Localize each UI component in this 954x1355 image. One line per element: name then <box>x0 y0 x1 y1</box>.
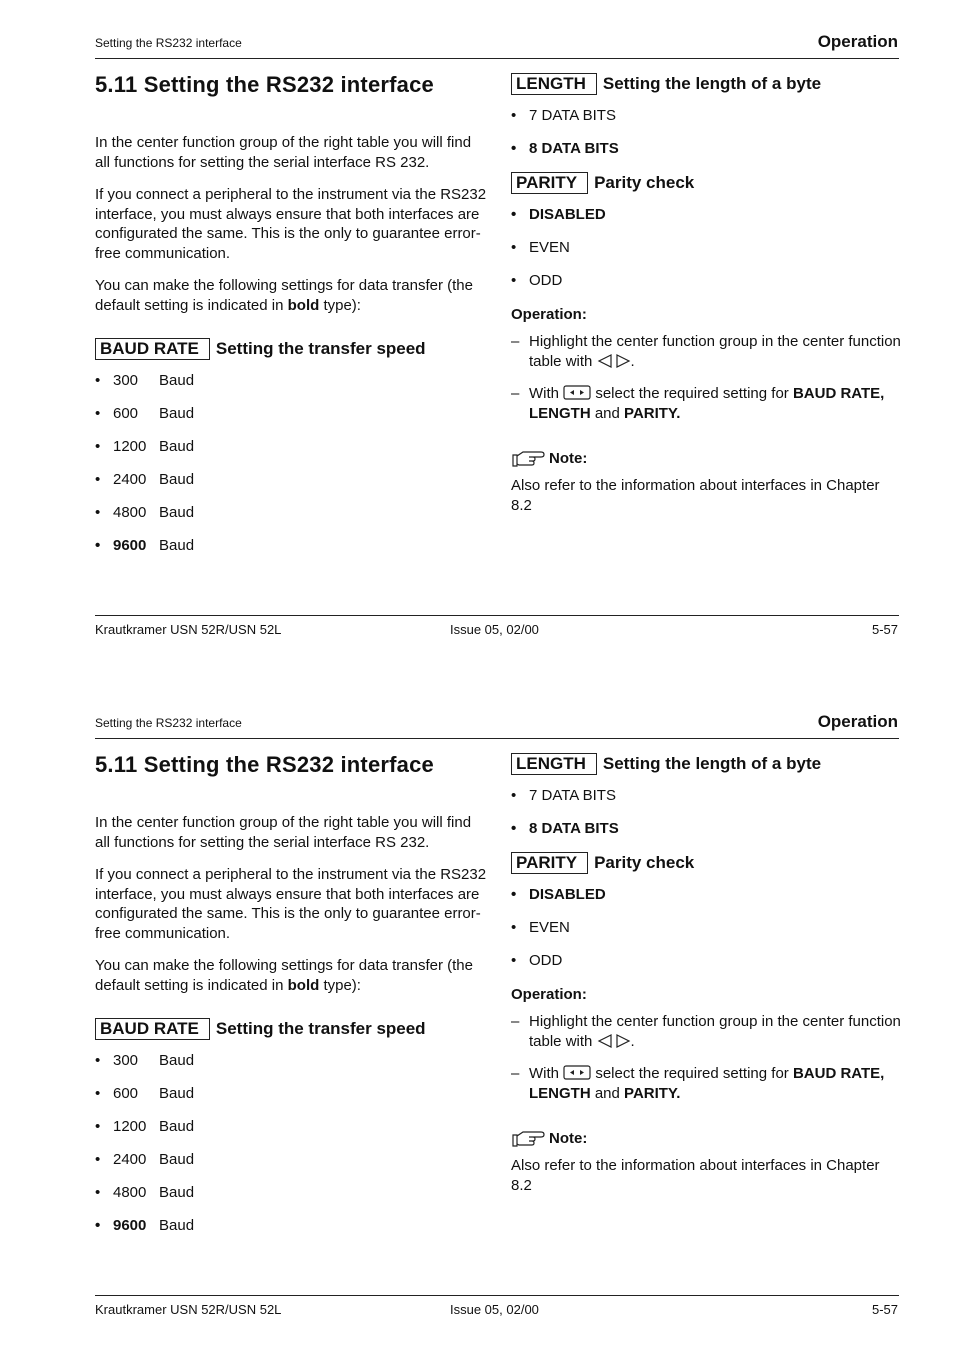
baud-rate-item: • 9600 Baud <box>95 537 195 555</box>
left-right-arrow-keys-icon <box>597 1034 631 1048</box>
length-list <box>511 106 903 172</box>
baud-rate-item: • 300 Baud <box>95 1052 195 1070</box>
baud-rate-item: • 1200 Baud <box>95 438 195 456</box>
length-option-item: • 8 DATA BITS <box>511 820 619 837</box>
document-page-2 <box>0 680 954 1355</box>
length-list <box>511 786 903 852</box>
baud-rate-item: • 2400 Baud <box>95 471 195 489</box>
length-heading <box>511 72 903 96</box>
parity-option-item: • EVEN <box>511 919 570 936</box>
baud-rate-item: • 9600 Baud <box>95 1217 195 1235</box>
page-header-left: Setting the RS232 interface <box>95 36 242 50</box>
length-key: LENGTH <box>511 73 597 95</box>
operation-label: Operation: <box>511 986 587 1003</box>
note-text: Also refer to the information about interfaces in Chapter 8.2 <box>511 477 880 514</box>
left-column <box>95 752 487 1249</box>
baud-rate-item: • 600 Baud <box>95 405 195 423</box>
right-column <box>511 752 903 1195</box>
left-column <box>95 72 487 569</box>
baud-rate-key: BAUD RATE <box>95 1018 210 1040</box>
baud-rate-list <box>95 1051 487 1249</box>
pointing-hand-icon <box>511 449 545 467</box>
footer-rule <box>95 1295 899 1296</box>
section-title: 5.11 Setting the RS232 interface <box>95 752 434 777</box>
peripheral-paragraph: If you connect a peripheral to the instrument via the RS232 interface, you must always ensure that both interfaces are configurated the same. This is the only to guarantee error-free communication. <box>95 186 487 262</box>
baud-rate-heading <box>95 1017 487 1041</box>
arrow-key-icon <box>563 385 591 400</box>
intro-paragraph: In the center function group of the right table you will find all functions for setting the serial interface RS 232. <box>95 814 472 851</box>
footer-left: Krautkramer USN 52R/USN 52L <box>95 1302 282 1317</box>
length-option-item: • 7 DATA BITS <box>511 107 616 124</box>
parity-heading <box>511 851 903 875</box>
note-heading: Note: <box>511 1129 903 1147</box>
footer-center: Issue 05, 02/00 <box>450 622 539 637</box>
operation-step-2: – With select the required setting for BAUD RATE, LENGTH and PARITY. <box>511 385 885 422</box>
page-header-left: Setting the RS232 interface <box>95 716 242 730</box>
arrow-key-icon <box>563 1065 591 1080</box>
baud-rate-list <box>95 371 487 569</box>
settings-paragraph: You can make the following settings for data transfer (the default setting is indicated in bold type): <box>95 957 473 994</box>
baud-rate-item: • 1200 Baud <box>95 1118 195 1136</box>
parity-key: PARITY <box>511 852 588 874</box>
parity-key: PARITY <box>511 172 588 194</box>
peripheral-paragraph: If you connect a peripheral to the instrument via the RS232 interface, you must always ensure that both interfaces are configurated the same. This is the only to guarantee error-free communication. <box>95 866 487 942</box>
baud-rate-title: Setting the transfer speed <box>215 339 426 359</box>
left-right-arrow-keys-icon <box>597 354 631 368</box>
note-text: Also refer to the information about interfaces in Chapter 8.2 <box>511 1157 880 1194</box>
footer-page-number: 5-57 <box>871 1302 898 1317</box>
footer-left: Krautkramer USN 52R/USN 52L <box>95 622 282 637</box>
operation-step-1: – Highlight the center function group in the center function table with . <box>511 333 901 370</box>
length-title: Setting the length of a byte <box>602 754 822 773</box>
baud-rate-heading <box>95 337 487 361</box>
page-header-right: Operation <box>817 32 898 51</box>
baud-rate-item: • 4800 Baud <box>95 1184 195 1202</box>
note-heading: Note: <box>511 449 903 467</box>
parity-title: Parity check <box>594 173 695 192</box>
parity-option-item: • EVEN <box>511 239 570 256</box>
parity-title: Parity check <box>594 853 695 872</box>
baud-rate-key: BAUD RATE <box>95 338 210 360</box>
baud-rate-item: • 4800 Baud <box>95 504 195 522</box>
length-option-item: • 8 DATA BITS <box>511 140 619 157</box>
section-title: 5.11 Setting the RS232 interface <box>95 72 434 97</box>
parity-option-item: • DISABLED <box>511 886 606 903</box>
length-key: LENGTH <box>511 753 597 775</box>
header-rule <box>95 738 899 739</box>
baud-rate-item: • 300 Baud <box>95 372 195 390</box>
settings-paragraph: You can make the following settings for data transfer (the default setting is indicated in bold type): <box>95 277 473 314</box>
right-column <box>511 72 903 515</box>
length-title: Setting the length of a byte <box>602 74 822 93</box>
parity-heading <box>511 171 903 195</box>
page-header-right: Operation <box>817 712 898 731</box>
length-option-item: • 7 DATA BITS <box>511 787 616 804</box>
intro-paragraph: In the center function group of the right table you will find all functions for setting the serial interface RS 232. <box>95 134 472 171</box>
footer-center: Issue 05, 02/00 <box>450 1302 539 1317</box>
parity-option-item: • ODD <box>511 952 563 969</box>
footer-rule <box>95 615 899 616</box>
parity-option-item: • DISABLED <box>511 206 606 223</box>
baud-rate-item: • 2400 Baud <box>95 1151 195 1169</box>
parity-list <box>511 205 903 304</box>
header-rule <box>95 58 899 59</box>
pointing-hand-icon <box>511 1129 545 1147</box>
operation-step-2: – With select the required setting for BAUD RATE, LENGTH and PARITY. <box>511 1065 885 1102</box>
parity-list <box>511 885 903 984</box>
document-page-1 <box>0 0 954 675</box>
operation-step-1: – Highlight the center function group in the center function table with . <box>511 1013 901 1050</box>
footer-page-number: 5-57 <box>871 622 898 637</box>
length-heading <box>511 752 903 776</box>
operation-label: Operation: <box>511 306 587 323</box>
parity-option-item: • ODD <box>511 272 563 289</box>
baud-rate-item: • 600 Baud <box>95 1085 195 1103</box>
baud-rate-title: Setting the transfer speed <box>215 1019 426 1039</box>
